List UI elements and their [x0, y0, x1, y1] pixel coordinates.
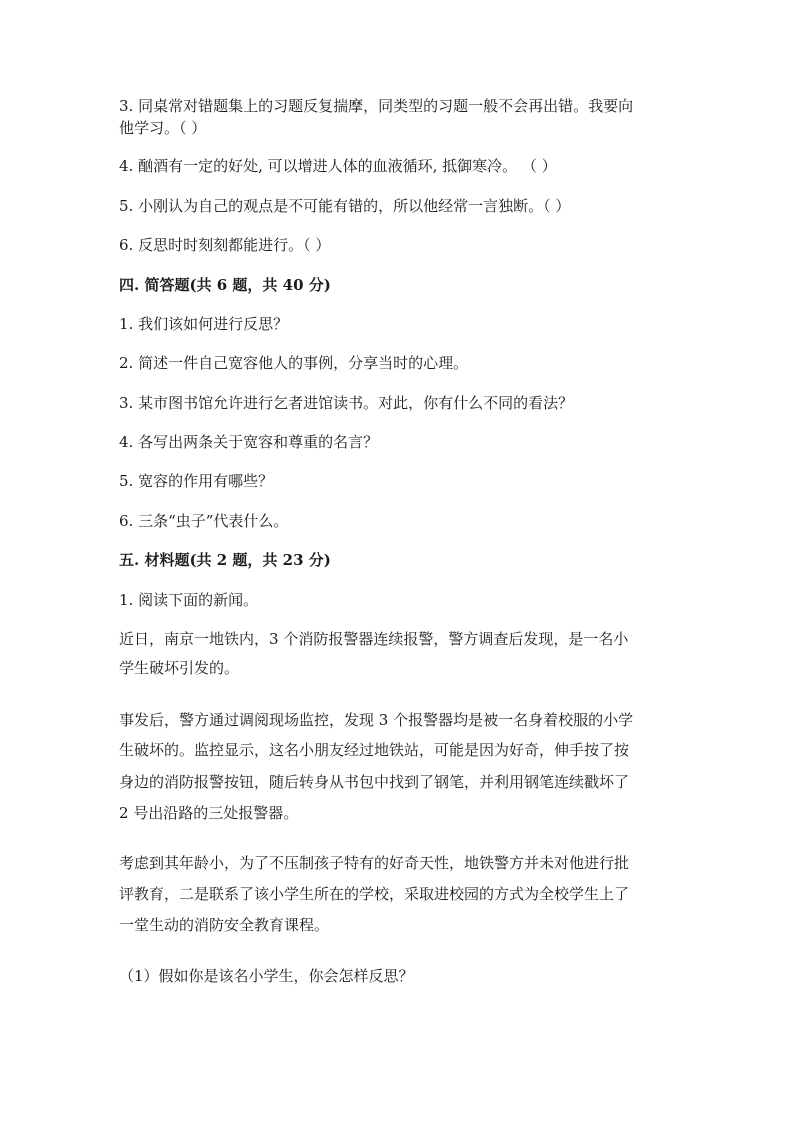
true-false-item-5: 5. 小刚认为自己的观点是不可能有错的，所以他经常一言独断。（ ）: [119, 197, 571, 215]
short-answer-question-3: 3. 某市图书馆允许进行乞者进馆读书。对此，你有什么不同的看法？: [119, 394, 574, 412]
news-paragraph-1-line-1: 近日，南京一地铁内，3 个消防报警器连续报警，警方调查后发现，是一名小: [119, 630, 629, 648]
short-answer-question-4: 4. 各写出两条关于宽容和尊重的名言？: [119, 433, 379, 451]
short-answer-question-2: 2. 简述一件自己宽容他人的事例，分享当时的心理。: [119, 354, 469, 372]
true-false-item-3-line-2: 他学习。（ ）: [119, 119, 207, 137]
short-answer-question-5: 5. 宽容的作用有哪些？: [119, 472, 274, 490]
true-false-item-4: 4. 酗酒有一定的好处, 可以增进人体的血液循环, 抵御寒冷。 （ ）: [119, 157, 557, 175]
news-paragraph-3-line-1: 考虑到其年龄小，为了不压制孩子特有的好奇天性，地铁警方并未对他进行批: [119, 854, 630, 872]
true-false-item-6: 6. 反思时时刻刻都能进行。（ ）: [119, 236, 331, 254]
section-5-heading: 五. 材料题(共 2 题，共 23 分): [119, 551, 331, 569]
short-answer-question-6: 6. 三条“虫子”代表什么。: [119, 512, 289, 530]
true-false-item-3-line-1: 3. 同桌常对错题集上的习题反复揣摩，同类型的习题一般不会再出错。我要向: [119, 97, 634, 115]
news-paragraph-2-line-4: 2 号出沿路的三处报警器。: [119, 804, 299, 822]
news-paragraph-2-line-2: 生破坏的。监控显示，这名小朋友经过地铁站，可能是因为好奇，伸手按了按: [119, 741, 630, 759]
news-paragraph-2-line-3: 身边的消防报警按钮，随后转身从书包中找到了钢笔，并利用钢笔连续戳坏了: [119, 773, 630, 791]
news-paragraph-3-line-3: 一堂生动的消防安全教育课程。: [119, 916, 330, 934]
section-4-heading: 四. 简答题(共 6 题，共 40 分): [119, 276, 331, 294]
news-paragraph-3-line-2: 评教育，二是联系了该小学生所在的学校，采取进校园的方式为全校学生上了: [119, 885, 630, 903]
news-paragraph-1-line-2: 学生破坏引发的。: [119, 659, 240, 677]
material-sub-question-1: （1）假如你是该名小学生，你会怎样反思？: [119, 967, 414, 985]
short-answer-question-1: 1. 我们该如何进行反思？: [119, 315, 289, 333]
material-question-1-title: 1. 阅读下面的新闻。: [119, 591, 259, 609]
news-paragraph-2-line-1: 事发后，警方通过调阅现场监控，发现 3 个报警器均是被一名身着校服的小学: [119, 711, 634, 729]
